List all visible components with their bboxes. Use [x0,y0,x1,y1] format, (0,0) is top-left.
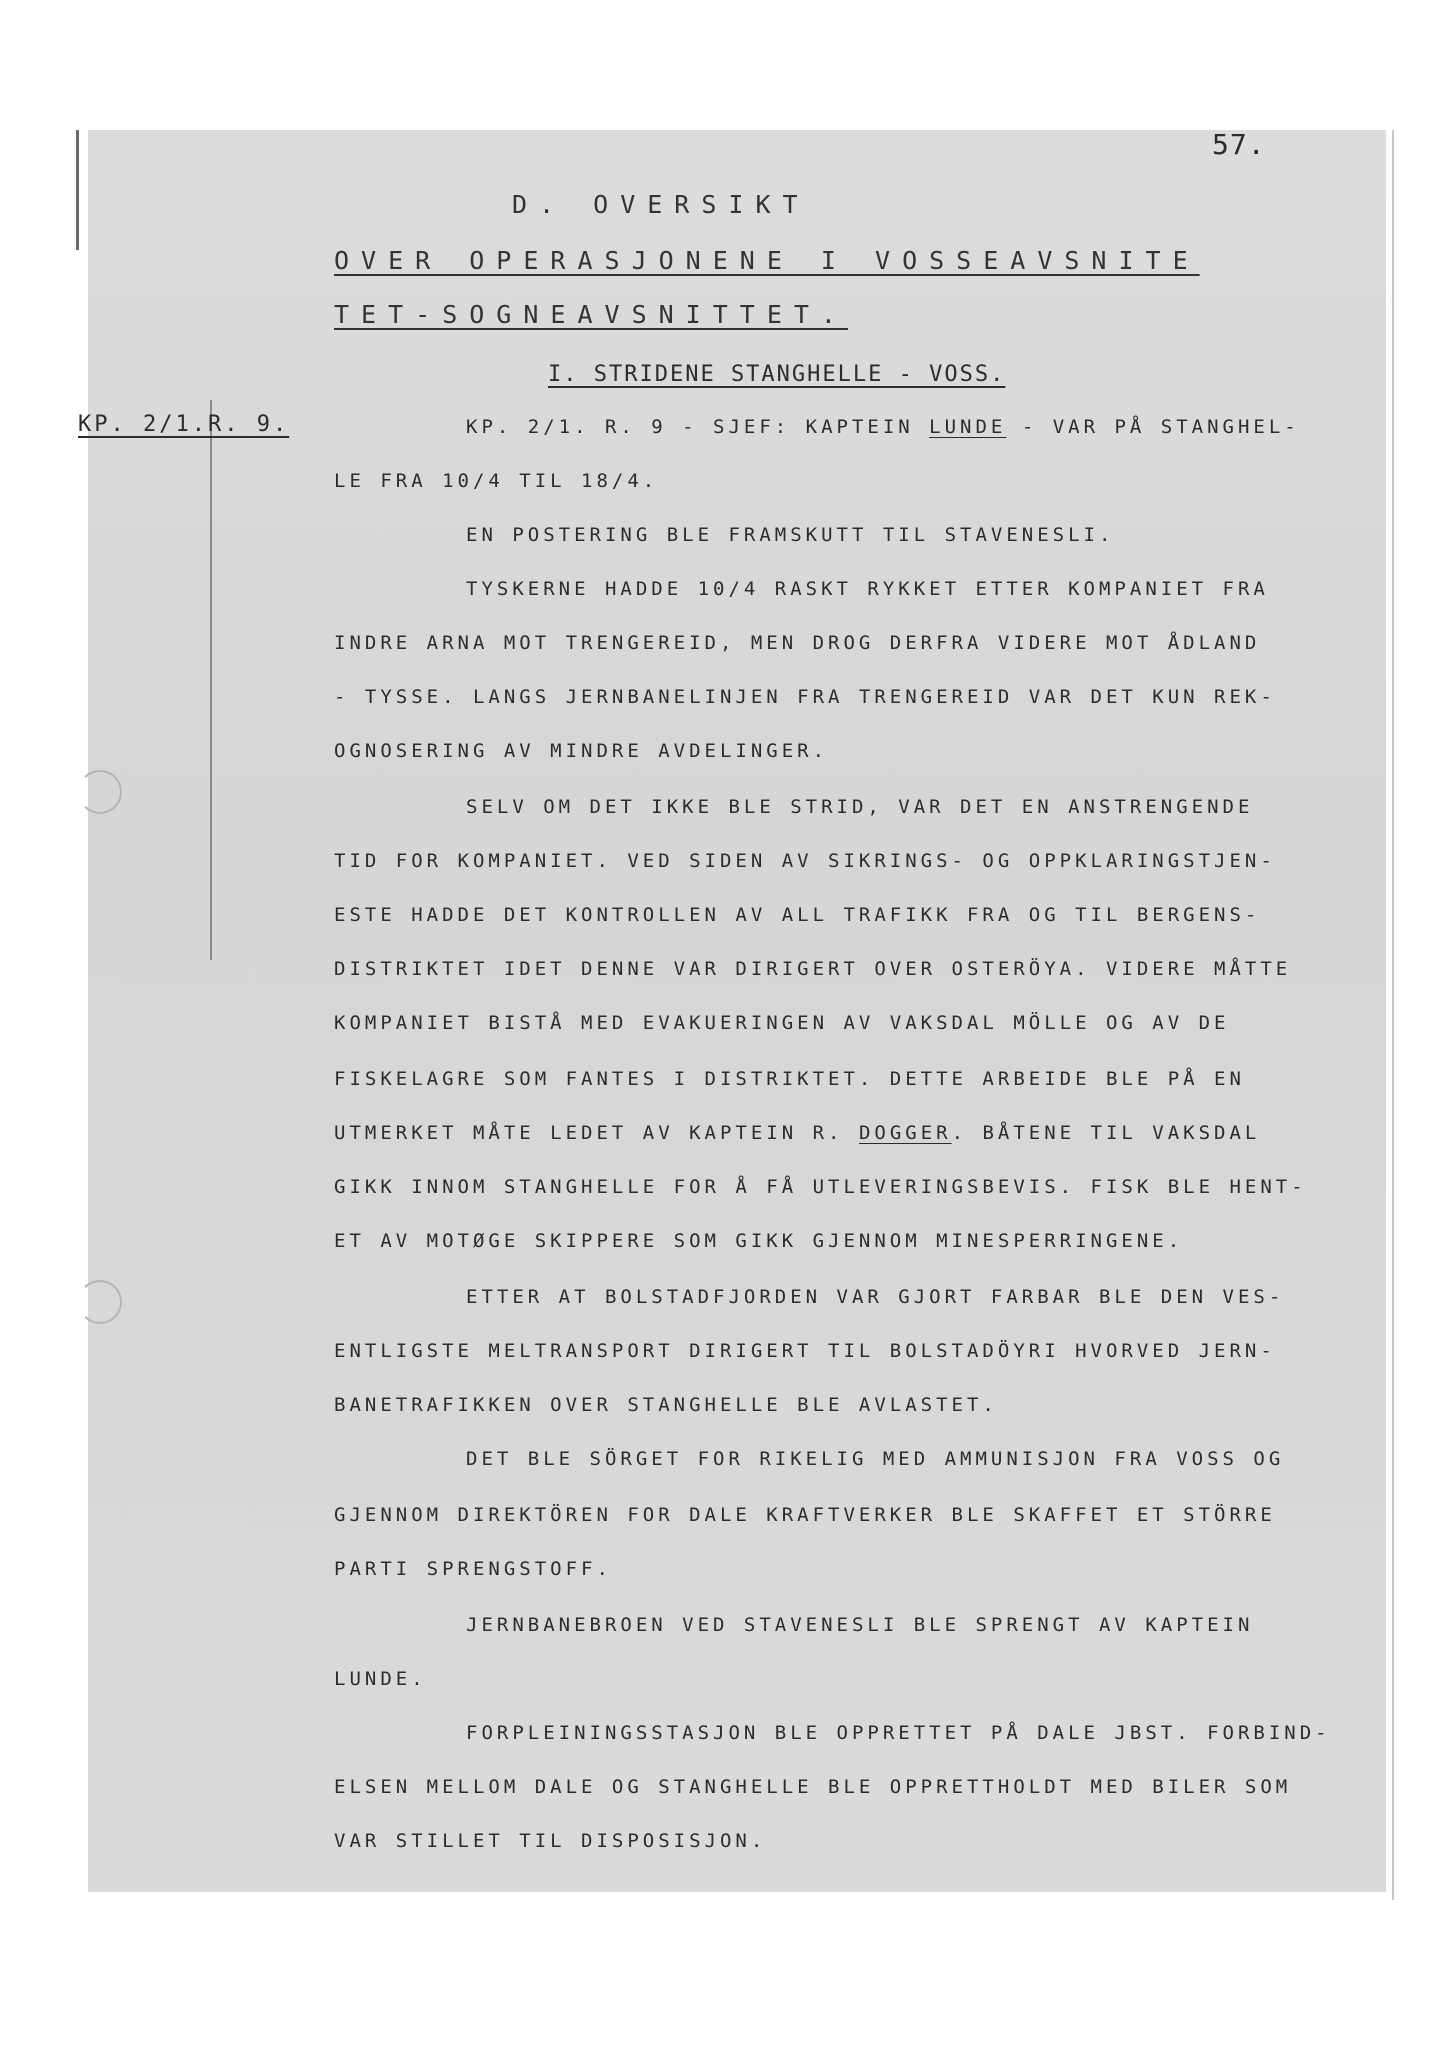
body-line-26: ELSEN MELLOM DALE OG STANGHELLE BLE OPPRETTHOLDT MED BILER SOM [334,1776,1292,1798]
section-subheading: I. STRIDENE STANGHELLE - VOSS. [548,362,1006,387]
body-line-18: ENTLIGSTE MELTRANSPORT DIRIGERT TIL BOLSTADÖYRI HVORVED JERN- [334,1340,1276,1362]
body-line-25: FORPLEININGSSTASJON BLE OPPRETTET PÅ DALE JBST. FORBIND- [466,1722,1331,1744]
body-line-4: TYSKERNE HADDE 10/4 RASKT RYKKET ETTER KOMPANIET FRA [466,578,1269,600]
margin-rule [210,400,212,960]
name-underlined: LUNDE [929,416,1007,438]
body-line-16: ET AV MOTØGE SKIPPERE SOM GIKK GJENNOM MINESPERRINGENE. [334,1230,1184,1252]
body-line-3: EN POSTERING BLE FRAMSKUTT TIL STAVENESLI. [466,524,1115,546]
heading-line-3: TET-SOGNEAVSNITTET. [334,300,848,329]
body-line-5: INDRE ARNA MOT TRENGEREID, MEN DROG DERFRA VIDERE MOT ÅDLAND [334,632,1261,654]
punch-hole-top [78,770,122,814]
body-text: UTMERKET MÅTE LEDET AV KAPTEIN R. [334,1122,859,1144]
body-line-23: JERNBANEBROEN VED STAVENESLI BLE SPRENGT AV KAPTEIN [466,1614,1254,1636]
body-line-1 [466,416,1300,438]
body-line-15: GIKK INNOM STANGHELLE FOR Å FÅ UTLEVERINGSBEVIS. FISK BLE HENT- [334,1176,1307,1198]
body-line-20: DET BLE SÖRGET FOR RIKELIG MED AMMUNISJON FRA VOSS OG [466,1448,1285,1470]
body-line-2: LE FRA 10/4 TIL 18/4. [334,470,659,492]
body-line-14 [334,1122,1260,1144]
body-line-12: KOMPANIET BISTÅ MED EVAKUERINGEN AV VAKSDAL MÖLLE OG AV DE [334,1012,1230,1034]
body-line-11: DISTRIKTET IDET DENNE VAR DIRIGERT OVER OSTERÖYA. VIDERE MÅTTE [334,958,1292,980]
body-line-19: BANETRAFIKKEN OVER STANGHELLE BLE AVLASTET. [334,1394,998,1416]
punch-hole-bottom [78,1280,122,1324]
heading-line-1: D. OVERSIKT [512,190,810,219]
page-left-edge [76,130,79,250]
body-line-24: LUNDE. [334,1668,427,1690]
body-line-17: ETTER AT BOLSTADFJORDEN VAR GJORT FARBAR BLE DEN VES- [466,1286,1285,1308]
body-line-7: OGNOSERING AV MINDRE AVDELINGER. [334,740,829,762]
body-line-21: GJENNOM DIREKTÖREN FOR DALE KRAFTVERKER BLE SKAFFET ET STÖRRE [334,1504,1276,1526]
body-line-8: SELV OM DET IKKE BLE STRID, VAR DET EN ANSTRENGENDE [466,796,1254,818]
body-line-27: VAR STILLET TIL DISPOSISJON. [334,1830,767,1852]
body-line-6: - TYSSE. LANGS JERNBANELINJEN FRA TRENGEREID VAR DET KUN REK- [334,686,1276,708]
body-line-10: ESTE HADDE DET KONTROLLEN AV ALL TRAFIKK FRA OG TIL BERGENS- [334,904,1261,926]
heading-line-2: OVER OPERASJONENE I VOSSEAVSNITE [334,246,1200,275]
body-text: . BÅTENE TIL VAKSDAL [951,1122,1261,1144]
body-line-13: FISKELAGRE SOM FANTES I DISTRIKTET. DETTE ARBEIDE BLE PÅ EN [334,1068,1245,1090]
body-line-9: TID FOR KOMPANIET. VED SIDEN AV SIKRINGS- OG OPPKLARINGSTJEN- [334,850,1276,872]
page-right-edge [1392,130,1394,1900]
body-text: - VAR PÅ STANGHEL- [1006,416,1300,438]
page-number: 57. [1212,128,1266,161]
body-text: KP. 2/1. R. 9 - SJEF: KAPTEIN [466,416,930,438]
body-line-22: PARTI SPRENGSTOFF. [334,1558,612,1580]
margin-note: KP. 2/1.R. 9. [78,412,290,437]
name-underlined: DOGGER [858,1122,952,1144]
